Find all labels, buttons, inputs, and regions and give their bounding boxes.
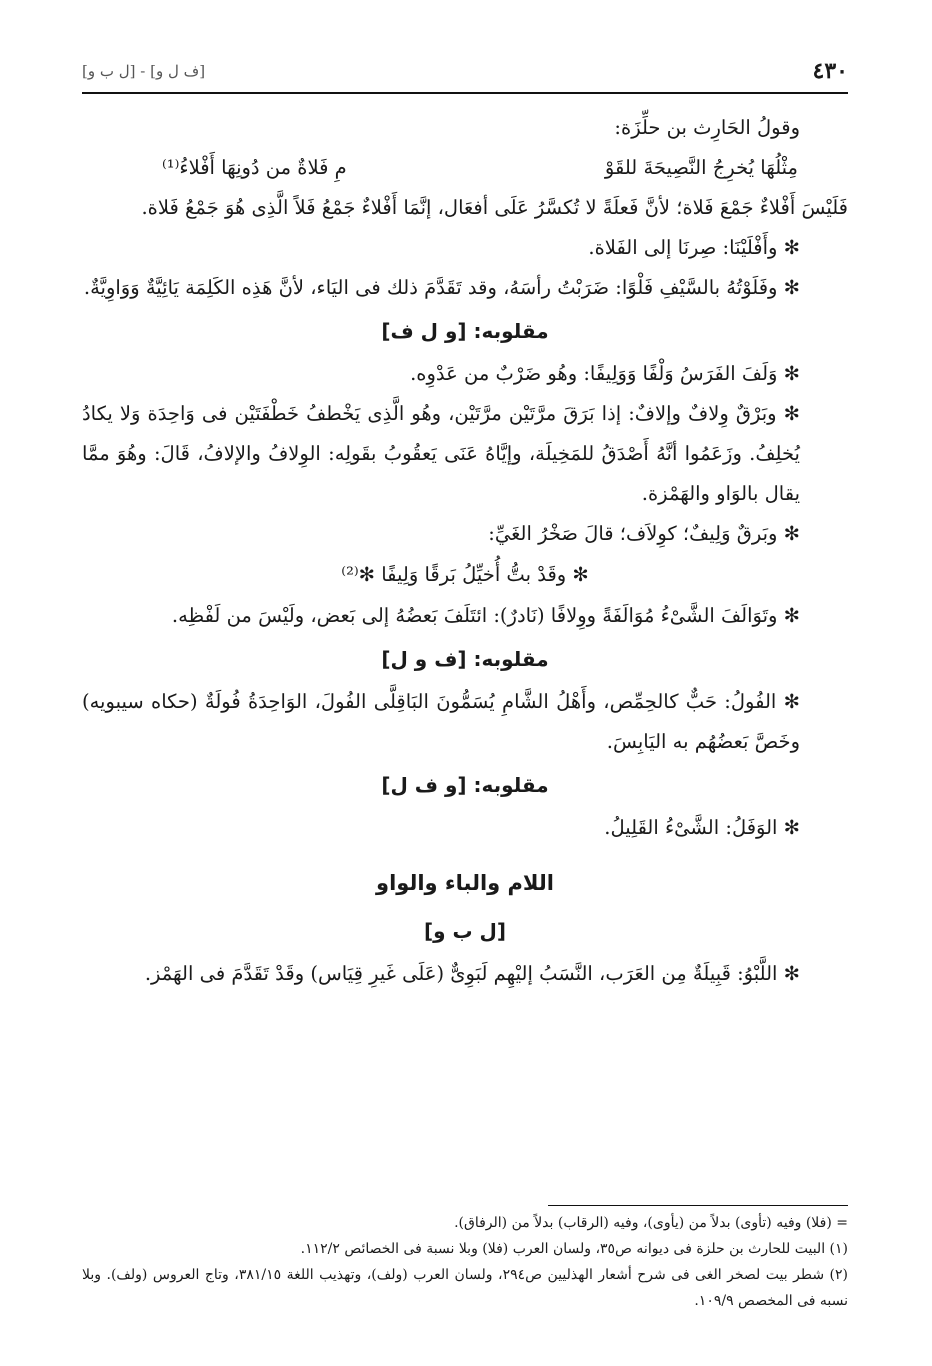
root-heading: [ل ب و] bbox=[423, 919, 507, 943]
footnotes bbox=[82, 1205, 848, 1314]
footnote: = (فلا) وفيه (تأوى) بدلاً من (يأوى)، وفيه (الرقاب) بدلاً من (الرفاق). bbox=[454, 1215, 848, 1231]
paragraph: وقولُ الحَارِث بن حلِّزَة: bbox=[614, 116, 800, 139]
main-text bbox=[82, 108, 848, 994]
footnote: (٢) شطر بيت لصخر الغى فى شرح أشعار الهذليين ص٢٩٤، ولسان العرب (ولف)، وتهذيب اللغة ٣٨١/١٥، وتاج العروس (ولف). وبلا نسبه فى المخصص ١٠٩/٩. bbox=[82, 1267, 849, 1309]
verse-hemistich-second: مِ فَلاةٌ من دُونِهَا أَفْلاءُ⁽¹⁾ bbox=[162, 156, 347, 179]
footnote-rule bbox=[548, 1205, 848, 1206]
running-head: [ف ل و] - [ل ب و] bbox=[82, 62, 206, 80]
entry-paragraph: ✻ وَلَفَ الفَرَسُ وَلْفًا وَوَلِيفًا: وهُو ضَرْبٌ من عَدْوِه. bbox=[410, 362, 800, 385]
verse-hemistich-first: مِثْلُهَا يُخرِجُ النَّصِيحَةَ للقَوْ bbox=[604, 156, 798, 179]
entry-paragraph: ✻ وأَفْلَيْنَا: صِرنَا إلى الفَلاة. bbox=[588, 236, 800, 259]
section-title: اللام والباء والواو bbox=[376, 871, 554, 895]
footnote: (١) البيت للحارث بن حلزة فى ديوانه ص٣٥، ولسان العرب (فلا) وبلا نسبة فى الخصائص ١١٢/٢. bbox=[300, 1241, 848, 1257]
subsection-heading: مقلوبه: [و ل ف] bbox=[381, 319, 549, 343]
entry-paragraph: ✻ اللَّبْوُ: قَبِيلَةٌ مِن العَرَب، النَّسَبُ إليْهِم لَبَوِىٌّ (عَلَى غَيرِ قِيَاس) وقَدْ تَقَدَّمَ فى الهَمْز. bbox=[144, 962, 800, 985]
entry-paragraph: ✻ وفَلَوْتُهُ بالسَّيْفِ فَلْوًا: ضَرَبْتُ رأسَهُ، وقد تَقَدَّمَ ذلك فى اليَاء، لأنَّ هَذِه الكَلِمَة يَائِيَّةٌ وَوَاوِيَّةٌ. bbox=[83, 276, 800, 299]
paragraph: فَلَيْسَ أَفْلاءٌ جَمْعَ فَلاة؛ لأنَّ فَعلَةً لا تُكسَّرُ عَلَى أفعَال، إنَّمَا أَفْلاءٌ جَمْعُ فَلاً الَّذِى هُوَ جَمْعُ فَلاة. bbox=[141, 196, 848, 219]
page-header bbox=[82, 58, 848, 92]
entry-paragraph: ✻ الوَفَلُ: الشَّىْءُ القَلِيلُ. bbox=[604, 816, 800, 839]
subsection-heading: مقلوبه: [ف و ل] bbox=[381, 647, 549, 671]
entry-paragraph: ✻ وتَوَالَفَ الشَّىْءُ مُوَالَفَةً ووِلافًا (نَادرٌ): ائتَلَفَ بَعضُهُ إلى بَعض، ولَيْسَ من لَفْظِه. bbox=[171, 604, 800, 627]
entry-paragraph: ✻ وبَرقٌ وَلِيفٌ؛ كوِلاَف؛ قالَ صَخْرُ الغَيِّ: bbox=[488, 522, 800, 545]
verse-line: ✻ وقَدْ بتُّ أُخيِّلُ بَرقًا وَلِيفًا ✻⁽²⁾ bbox=[341, 563, 589, 586]
subsection-heading: مقلوبه: [و ف ل] bbox=[381, 773, 549, 797]
verse-line bbox=[82, 148, 848, 188]
entry-paragraph: ✻ الفُولُ: حَبٌّ كالحِمِّص، وأَهْلُ الشَّامِ يُسَمُّونَ البَاقِلَّى الفُولَ، الوَاحِدَةُ فُولَةٌ (حكاه سيبويه) وخَصَّ بَعضُهُم به اليَابِسَ. bbox=[82, 690, 800, 753]
page-number: ٤٣٠ bbox=[812, 58, 848, 84]
entry-paragraph: ✻ وبَرْقٌ وِلافٌ وإلافٌ: إذا بَرَقَ مرَّتَيْن مرَّتَيْن، وهُو الَّذِى يَخْطفُ خَطْفَتَيْن فى وَاحِدَة وَلا يكادُ يُخلِفُ. وزَعَمُوا أنَّهُ أَصْدَقُ للمَخِيلَة، وإيَّاهُ عَنَى يَعقُوبُ بقَولِه: الوِلافُ والإلافُ، قَالَ: وهُوَ ممَّا يقال بالوَاو والهَمْزة. bbox=[82, 402, 800, 505]
header-rule bbox=[82, 92, 848, 94]
